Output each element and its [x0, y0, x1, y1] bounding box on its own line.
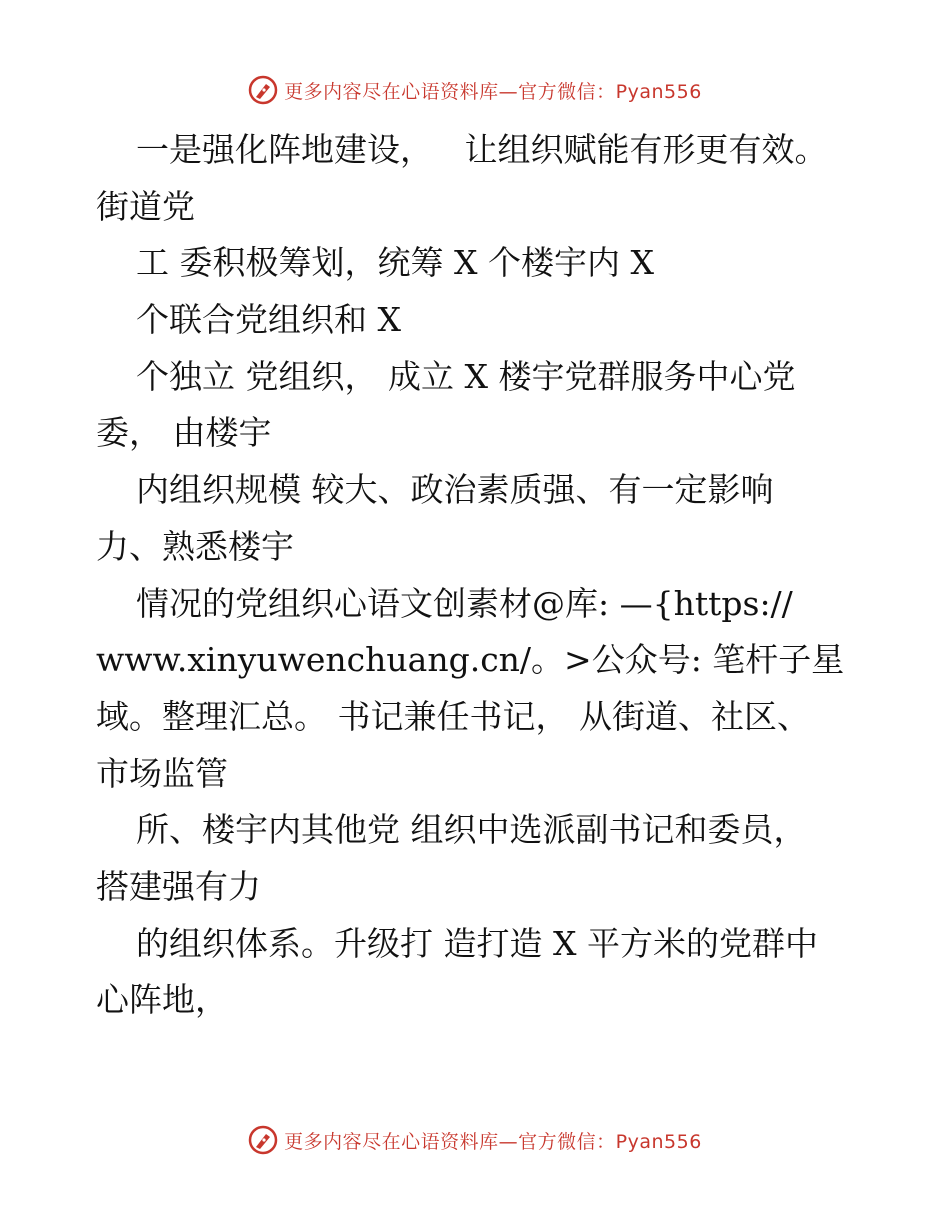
header-banner-text: 更多内容尽在心语资料库—官方微信：Pyan556	[284, 80, 702, 103]
footer-watermark	[0, 1120, 950, 1160]
body-text-line: 心阵地，	[96, 980, 228, 1020]
body-text-line: 工 委积极筹划，统筹 X 个楼宇内 X	[136, 243, 654, 283]
document-body	[96, 122, 896, 1029]
pen-nib-seal-logo-icon	[248, 75, 278, 105]
footer-banner-text: 更多内容尽在心语资料库—官方微信：Pyan556	[284, 1130, 702, 1153]
body-text-line: 市场监管	[96, 753, 228, 793]
body-text-line: 的组织体系。升级打 造打造 X 平方米的党群中	[136, 923, 818, 963]
body-text-line: 委， 由楼宇	[96, 413, 272, 453]
pen-nib-seal-logo-icon	[248, 1125, 278, 1155]
body-text-line: 所、楼宇内其他党 组织中选派副书记和委员，	[136, 810, 807, 850]
body-text-line: 一是强化阵地建设， 让组织赋能有形更有效。	[136, 130, 828, 169]
body-text-line: 街道党	[96, 186, 195, 226]
body-text-line: www.xinyuwenchuang.cn/。>公众号: 笔杆子星	[96, 640, 845, 680]
body-text-line: 个独立 党组织， 成立 X 楼宇党群服务中心党	[136, 356, 796, 396]
header-watermark	[0, 70, 950, 110]
body-text-line: 域。整理汇总。 书记兼任书记， 从街道、社区、	[96, 696, 810, 736]
body-text-line: 内组织规模 较大、政治素质强、有一定影响	[136, 470, 774, 510]
body-text-line: 搭建强有力	[96, 866, 261, 906]
body-text-line: 个联合党组织和 X	[136, 300, 401, 340]
body-text-line: 情况的党组织心语文创素材@库: —{https://	[136, 583, 793, 623]
body-text-line: 力、熟悉楼宇	[96, 526, 294, 566]
